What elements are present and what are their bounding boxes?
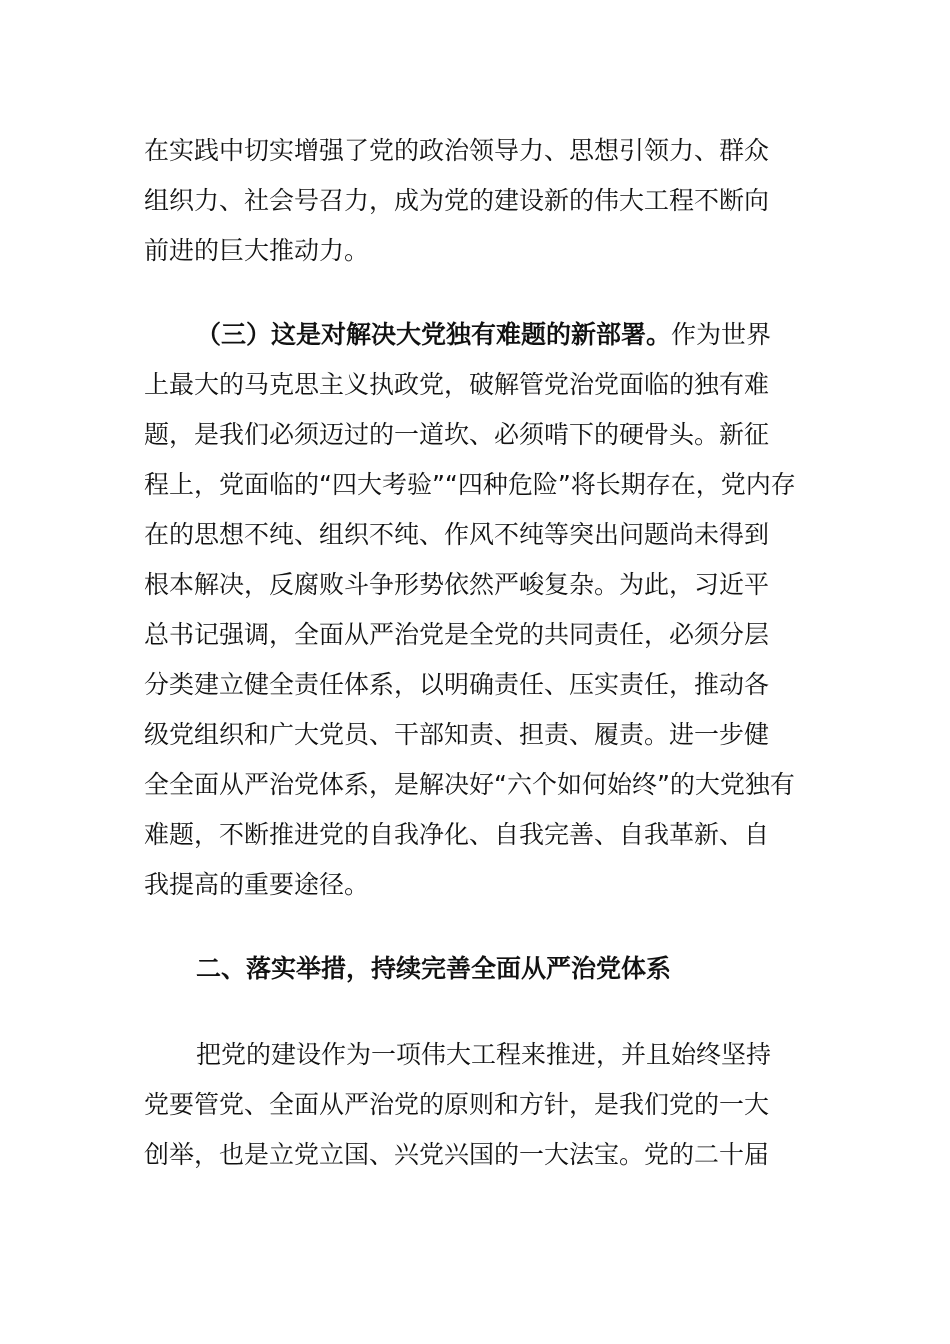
- paragraph-first-line: [144, 310, 806, 360]
- paragraph-line: 程上，党面临的“四大考验”“四种危险”将长期存在，党内存: [144, 470, 796, 499]
- paragraph-section-two: [144, 1030, 806, 1180]
- paragraph-line: 在实践中切实增强了党的政治领导力、思想引领力、群众: [144, 136, 770, 165]
- paragraph-subsection-three: [144, 310, 806, 910]
- subsection-heading: （三）这是对解决大党独有难题的新部署。: [196, 320, 672, 349]
- paragraph-continuation: [144, 126, 806, 276]
- paragraph-line: 难题，不断推进党的自我净化、自我完善、自我革新、自: [144, 820, 770, 849]
- paragraph-line: 我提高的重要途径。: [144, 870, 370, 899]
- paragraph-line: 总书记强调，全面从严治党是全党的共同责任，必须分层: [144, 620, 770, 649]
- paragraph-line: 在的思想不纯、组织不纯、作风不纯等突出问题尚未得到: [144, 520, 770, 549]
- paragraph-line: 分类建立健全责任体系，以明确责任、压实责任，推动各: [144, 670, 770, 699]
- paragraph-line: 题，是我们必须迈过的一道坎、必须啃下的硬骨头。新征: [144, 420, 770, 449]
- paragraph-line: 全全面从严治党体系，是解决好“六个如何始终”的大党独有: [144, 770, 795, 799]
- paragraph-line: 根本解决，反腐败斗争形势依然严峻复杂。为此，习近平: [144, 570, 770, 599]
- paragraph-line: 上最大的马克思主义执政党，破解管党治党面临的独有难: [144, 370, 770, 399]
- paragraph-line: 组织力、社会号召力，成为党的建设新的伟大工程不断向: [144, 186, 770, 215]
- section-heading: 二、落实举措，持续完善全面从严治党体系: [196, 954, 672, 983]
- paragraph-line: 级党组织和广大党员、干部知责、担责、履责。进一步健: [144, 720, 770, 749]
- paragraph-line: 前进的巨大推动力。: [144, 236, 370, 265]
- paragraph-line: 创举，也是立党立国、兴党兴国的一大法宝。党的二十届: [144, 1140, 770, 1169]
- paragraph-line: 党要管党、全面从严治党的原则和方针，是我们党的一大: [144, 1090, 770, 1119]
- section-heading-block: [144, 944, 806, 994]
- paragraph-text: 作为世界: [671, 320, 772, 349]
- paragraph-first-line: 把党的建设作为一项伟大工程来推进，并且始终坚持: [196, 1040, 772, 1069]
